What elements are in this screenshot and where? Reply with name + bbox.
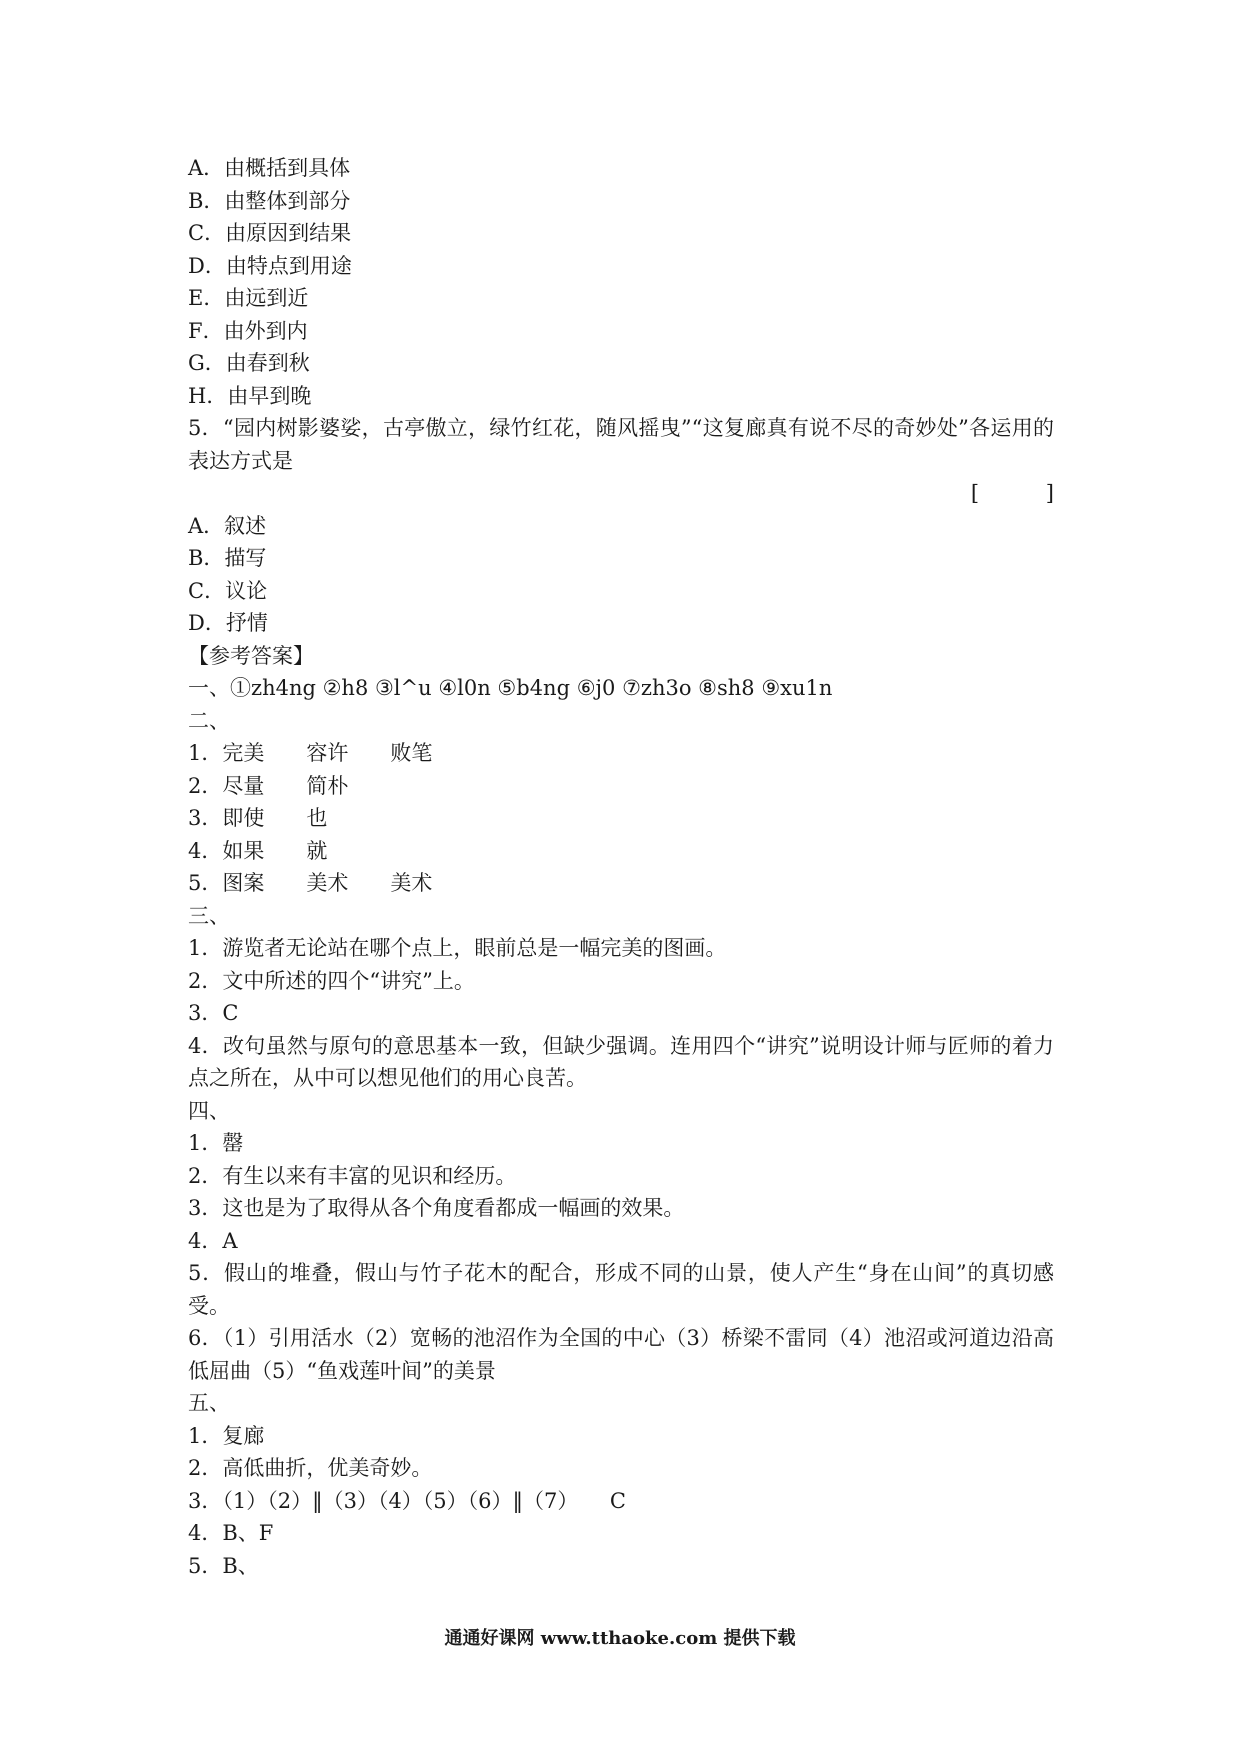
- option-line: C．由原因到结果: [188, 221, 352, 245]
- answer-line: 3．即使 也: [188, 806, 328, 830]
- option-line: A．由概括到具体: [188, 156, 351, 180]
- answer-line: 1．复廊: [188, 1423, 265, 1448]
- question-5: [188, 412, 1054, 640]
- section-title: 五、: [188, 1391, 230, 1415]
- option-line: B．由整体到部分: [188, 188, 351, 213]
- option-line: G．由春到秋: [188, 351, 310, 375]
- section-title: 三、: [188, 903, 230, 928]
- answer-line: 2．高低曲折，优美奇妙。: [188, 1456, 433, 1480]
- answer-key-heading: 【参考答案】: [188, 643, 314, 668]
- answer-line: 2．文中所述的四个“讲究”上。: [188, 968, 475, 993]
- answer-paragraph: 5．假山的堆叠，假山与竹子花木的配合，形成不同的山景，使人产生“身在山间”的真切感受。: [188, 1261, 1054, 1318]
- answer-line: 1．罄: [188, 1131, 244, 1155]
- question-4-options: [188, 152, 1054, 412]
- answer-line: 3．（1）（2）‖（3）（4）（5）（6）‖（7） C: [188, 1488, 626, 1513]
- answer-line: 5．B、: [188, 1553, 259, 1578]
- section-title: 二、: [188, 708, 230, 733]
- document-body: [188, 152, 1054, 1582]
- answer-bracket: [ ]: [970, 481, 1054, 505]
- answer-line: 2．有生以来有丰富的见识和经历。: [188, 1163, 517, 1188]
- answer-paragraph: 6．（1）引用活水（2）宽畅的池沼作为全国的中心（3）桥梁不雷同（4）池沼或河道边沿高低屈曲（5）“鱼戏莲叶间”的美景: [188, 1326, 1054, 1383]
- answer-line: 1．游览者无论站在哪个点上，眼前总是一幅完美的图画。: [188, 936, 727, 960]
- answer-line: 1．完美 容许 败笔: [188, 741, 433, 765]
- option-line: H．由早到晚: [188, 383, 312, 408]
- option-line: D．抒情: [188, 611, 268, 635]
- answer-line: 3．这也是为了取得从各个角度看都成一幅画的效果。: [188, 1196, 685, 1220]
- answer-line: 4．如果 就: [188, 838, 328, 863]
- option-line: D．由特点到用途: [188, 253, 352, 278]
- answer-key: [188, 640, 1054, 1583]
- option-line: B．描写: [188, 546, 267, 570]
- answer-line: 2．尽量 简朴: [188, 773, 349, 798]
- answer-paragraph: 4．改句虽然与原句的意思基本一致，但缺少强调。连用四个“讲究”说明设计师与匠师的着力点之所在，从中可以想见他们的用心良苦。: [188, 1033, 1054, 1090]
- option-line: C．议论: [188, 578, 268, 603]
- question-5-stem: 5．“园内树影婆娑，古亭傲立，绿竹红花，随风摇曳”“这复廊真有说不尽的奇妙处”各运用的表达方式是: [188, 416, 1054, 473]
- answer-line: 5．图案 美术 美术: [188, 871, 433, 895]
- answer-line: 4．B、F: [188, 1521, 274, 1545]
- option-line: F．由外到内: [188, 318, 308, 343]
- option-line: E．由远到近: [188, 286, 309, 310]
- answer-line: 4．A: [188, 1228, 238, 1253]
- option-line: A．叙述: [188, 513, 267, 538]
- section-title: 四、: [188, 1098, 230, 1123]
- answer-section-1: 一、①zh4ng ②h8 ③l^u ④l0n ⑤b4ng ⑥j0 ⑦zh3o ⑧sh8 ⑨xu1n: [188, 676, 833, 700]
- answer-line: 3．C: [188, 1001, 239, 1025]
- page-footer: 通通好课网 www.tthaoke.com 提供下载: [444, 1628, 796, 1649]
